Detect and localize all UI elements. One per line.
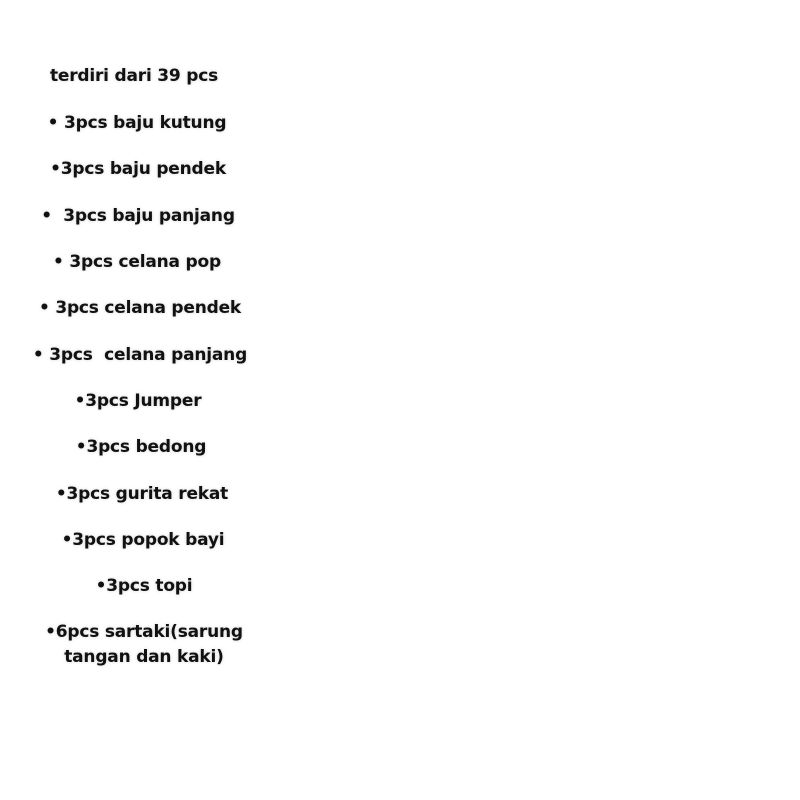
list-item-sartaki-continued: tangan dan kaki) — [64, 647, 224, 667]
list-item-sartaki: •6pcs sartaki(sarung — [45, 622, 243, 642]
list-item-topi: •3pcs topi — [95, 576, 193, 596]
list-item-celana-pop: • 3pcs celana pop — [53, 252, 221, 272]
list-item-jumper: •3pcs Jumper — [74, 391, 202, 411]
list-item-bedong: •3pcs bedong — [75, 437, 207, 457]
list-item-popok-bayi: •3pcs popok bayi — [61, 530, 225, 550]
list-item-celana-panjang: • 3pcs celana panjang — [32, 345, 248, 365]
list-item-celana-pendek: • 3pcs celana pendek — [38, 298, 242, 318]
list-item-baju-pendek: •3pcs baju pendek — [50, 159, 226, 179]
list-heading: terdiri dari 39 pcs — [49, 66, 219, 86]
list-item-gurita-rekat: •3pcs gurita rekat — [55, 484, 229, 504]
list-item-baju-kutung: • 3pcs baju kutung — [47, 113, 227, 133]
list-item-baju-panjang: • 3pcs baju panjang — [41, 206, 235, 226]
